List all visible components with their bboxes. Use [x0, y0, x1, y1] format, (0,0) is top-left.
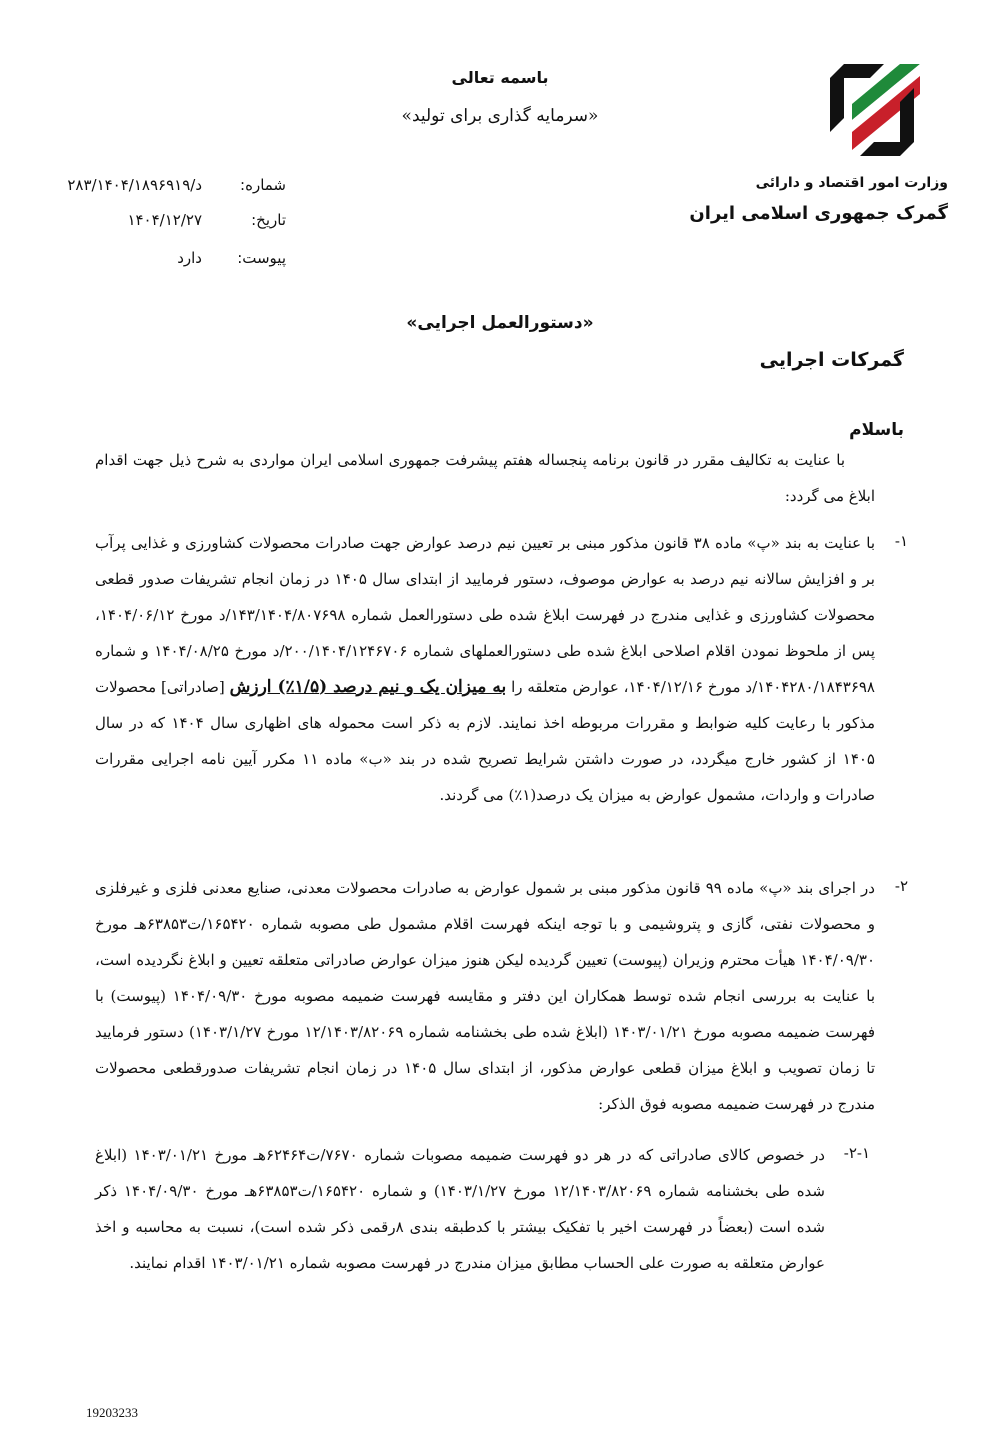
attachment-label: پیوست:: [237, 249, 286, 267]
letter-date: ۱۴۰۴/۱۲/۲۷: [127, 211, 202, 229]
date-label: تاریخ:: [251, 211, 286, 229]
letter-number: ۲۸۳/۱۴۰۴/۱۸۹۶۹۱۹/د: [67, 176, 202, 194]
item-2-number: ۲-: [894, 877, 908, 895]
organization-name: گمرک جمهوری اسلامی ایران: [689, 203, 948, 224]
slogan: «سرمایه گذاری برای تولید»: [401, 106, 599, 126]
intro-paragraph: با عنایت به تکالیف مقرر در قانون برنامه پنجساله هفتم پیشرفت جمهوری اسلامی ایران مواردی به شرح ذیل جهت اقدام ابلاغ می گردد:: [95, 451, 875, 505]
ministry-name: وزارت امور اقتصاد و دارائی: [755, 175, 948, 191]
item-1-text-before: با عنایت به بند «پ» ماده ۳۸ قانون مذکور مبنی بر تعیین نیم درصد عوارض جهت صادرات محصولات کشاورزی و غذایی پرآب بر و افزایش سالانه نیم درصد به عوارض موصوف، دستور فرمایید از ابتدای سال ۱۴۰۵ در زمان انجام تشریفات صدور قطعی محصولات کشاورزی و غذایی مندرج در فهرست ابلاغ شده طی دستورالعمل شماره ۱۴۳/۱۴۰۴/۸۰۷۶۹۸/د مورخ ۱۴۰۴/۰۶/۱۲، پس از ملحوظ نمودن اقلام اصلاحی ابلاغ شده طی دستورالعملهای شماره ۲۰۰/۱۴۰۴/۱۲۴۶۷۰۶/د مورخ ۱۴۰۴/۰۸/۲۵ و شماره ۱۴۰۴۲۸۰/۱۸۴۳۶۹۸/د مورخ ۱۴۰۴/۱۲/۱۶، عوارض متعلقه را: [95, 534, 876, 696]
item-1-text-after: [صادراتی] محصولات مذکور با رعایت کلیه ضوابط و مقررات مربوطه اخذ نمایند. لازم به ذکر است محموله های اظهاری سال ۱۴۰۴ که در سال ۱۴۰۵ از کشور خارج میگردد، در صورت داشتن شرایط تصریح شده در بند «ب» ماده ۱۱ مکرر آیین نامه اجرایی مقررات صادرات و واردات، مشمول عوارض به میزان یک درصد(۱٪) می گردند.: [95, 678, 875, 804]
item-1-number: ۱-: [894, 532, 908, 550]
greeting: باسلام: [849, 420, 904, 440]
footer-code: 19203233: [86, 1405, 138, 1420]
item-1-emphasis: به میزان یک و نیم درصد (۱/۵٪) ارزش: [229, 677, 507, 697]
item-2-paragraph: در اجرای بند «پ» ماده ۹۹ قانون مذکور مبنی بر شمول عوارض به صادرات محصولات معدنی، صنایع معدنی فلزی و غیرفلزی و محصولات نفتی، گازی و پتروشیمی و با توجه اینکه فهرست اقلام مشمول طی مصوبه شماره ۱۶۵۴۲۰/ت۶۳۸۵۳هـ مورخ ۱۴۰۴/۰۹/۳۰ هیأت محترم وزیران (پیوست) تعیین گردیده لیکن هنوز میزان عوارض صادراتی متعلقه تعیین و ابلاغ نگردیده است، با عنایت به بررسی انجام شده توسط همکاران این دفتر و مقایسه فهرست ضمیمه مصوبه مورخ ۱۴۰۴/۰۹/۳۰ (پیوست) با فهرست ضمیمه مصوبه مورخ ۱۴۰۳/۰۱/۲۱ (ابلاغ شده طی بخشنامه شماره ۱۲/۱۴۰۳/۸۲۰۶۹ مورخ ۱۴۰۳/۱/۲۷) دستور فرمایید تا زمان تصویب و ابلاغ میزان قطعی عوارض مذکور، از ابتدای سال ۱۴۰۵ در زمان انجام تشریفات صدورقطعی محصولات مندرج در فهرست ضمیمه مصوبه فوق الذکر:: [95, 879, 876, 1113]
attachment-value: دارد: [177, 249, 202, 267]
bismillah-heading: باسمه تعالی: [451, 68, 549, 87]
recipient: گمرکات اجرایی: [759, 349, 904, 371]
item-2-1-number: ۲-۱-: [843, 1144, 870, 1162]
item-1-paragraph: [95, 525, 875, 813]
document-title: «دستورالعمل اجرایی»: [406, 313, 594, 333]
item-2-1-paragraph: در خصوص کالای صادراتی که در هر دو فهرست ضمیمه مصوبات شماره ۷۶۷۰/ت۶۲۴۶۴هـ مورخ ۱۴۰۳/۰۱/۲۱ (ابلاغ شده طی بخشنامه شماره ۱۲/۱۴۰۳/۸۲۰۶۹ مورخ ۱۴۰۳/۱/۲۷) و شماره ۱۶۵۴۲۰/ت۶۳۸۵۳هـ مورخ ۱۴۰۴/۰۹/۳۰ ذکر شده است (بعضاً در فهرست اخیر با تفکیک بیشتر با کدطبقه بندی ۸رقمی ذکر شده است)، نسبت به محاسبه و اخذ عوارض متعلقه به صورت علی الحساب مطابق میزان مندرج در فهرست مصوبه شماره ۱۴۰۳/۰۱/۲۱ اقدام نمایند.: [95, 1146, 825, 1272]
customs-logo-icon: [822, 58, 922, 162]
number-label: شماره:: [240, 176, 286, 194]
